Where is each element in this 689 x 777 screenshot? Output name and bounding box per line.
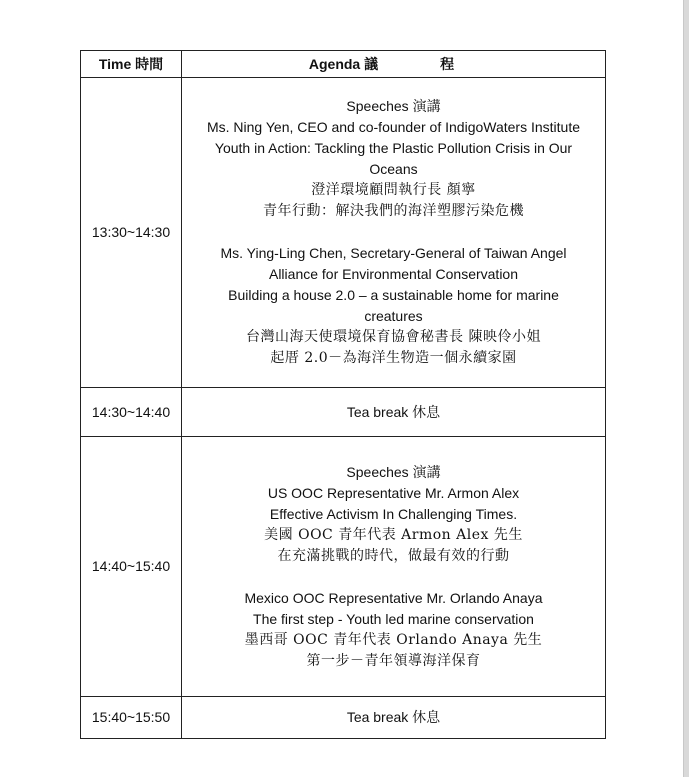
agenda-line: US OOC Representative Mr. Armon Alex [267,484,520,501]
agenda-line: Ms. Ying-Ling Chen, Secretary-General of Taiwan Angel [220,245,567,261]
table-row [81,78,606,388]
agenda-line: creatures [364,308,423,324]
agenda-line: Building a house 2.0 – a sustainable home for marine [228,287,559,303]
spacer [182,567,605,588]
table-row [81,697,606,739]
agenda-line: 在充滿挑戰的時代，做最有效的行動 [277,547,510,564]
agenda-cell: Tea break 休息 [182,697,606,739]
agenda-line: Oceans [369,161,418,177]
agenda-line: 墨西哥 OOC 青年代表 Orlando Anaya 先生 [244,631,543,648]
agenda-table [80,50,606,739]
time-cell: 15:40~15:50 [81,697,182,739]
agenda-line: 美國 OOC 青年代表 Armon Alex 先生 [264,526,523,543]
time-cell: 14:30~14:40 [81,388,182,437]
agenda-line: 台灣山海天使環境保育協會秘書長 陳映伶小姐 [246,329,541,345]
agenda-column-header [182,51,606,78]
agenda-line: Alliance for Environmental Conservation [268,266,518,282]
agenda-line: 起厝 2.0－為海洋生物造一個永續家園 [270,350,517,366]
header-row [81,51,606,78]
agenda-line: Speeches 演講 [346,463,441,480]
agenda-cell [182,437,606,697]
time-cell: 13:30~14:30 [81,78,182,388]
agenda-cell: Tea break 休息 [182,388,606,437]
agenda-line: Effective Activism In Challenging Times. [269,505,518,522]
agenda-header-zh: 議 程 [364,55,479,72]
agenda-line: Speeches 演講 [346,98,441,114]
table-row [81,437,606,697]
table-row [81,388,606,437]
agenda-line: 第一步－青年領導海洋保育 [306,652,481,669]
agenda-line: 澄洋環境顧問執行長 顏寧 [311,182,476,198]
time-column-header: Time 時間 [81,51,182,78]
agenda-cell [182,78,606,388]
time-cell: 14:40~15:40 [81,437,182,697]
agenda-header-en: Agenda [308,55,361,72]
agenda-line: The first step - Youth led marine conservation [253,610,534,627]
agenda-line: Mexico OOC Representative Mr. Orlando Anaya [244,589,543,606]
agenda-line: Ms. Ning Yen, CEO and co-founder of IndigoWaters Institute [206,119,581,135]
agenda-line: Youth in Action: Tackling the Plastic Pollution Crisis in Our [214,140,573,156]
spacer [182,222,605,243]
agenda-line: 青年行動：解決我們的海洋塑膠污染危機 [263,203,524,219]
page-edge-strip [683,0,689,777]
